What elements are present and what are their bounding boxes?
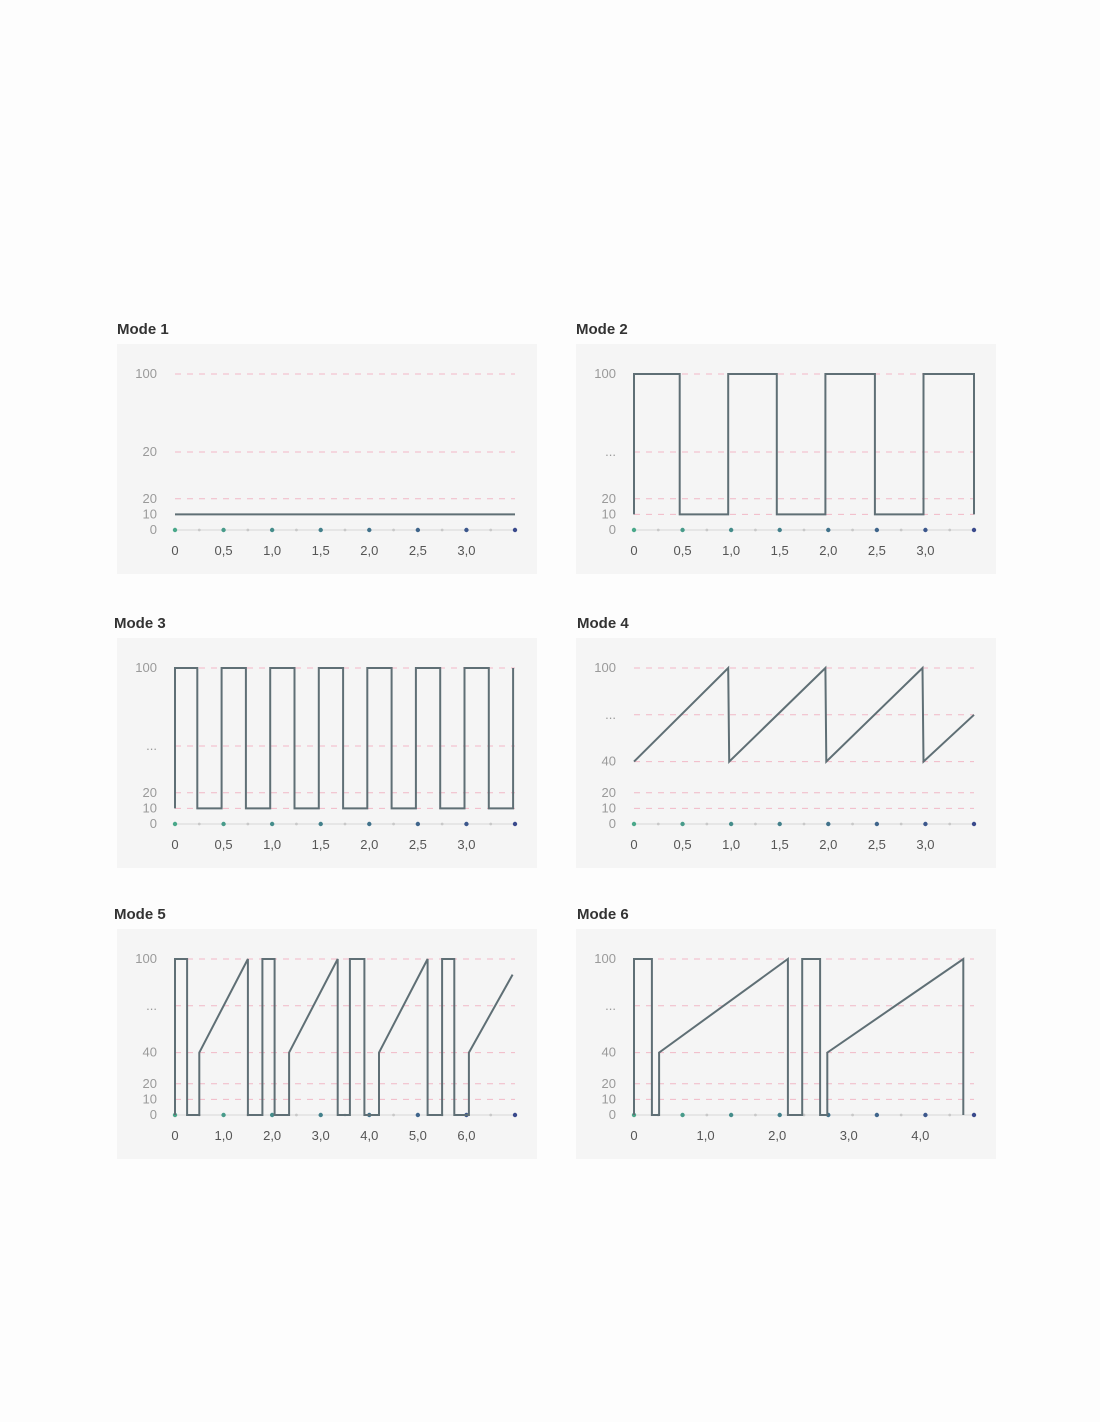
axis-dot: [680, 1113, 684, 1117]
axis-dot: [923, 822, 927, 826]
axis-dot: [826, 822, 830, 826]
y-tick-label: ...: [146, 738, 157, 753]
axis-dot: [319, 1113, 323, 1117]
axis-dot: [632, 822, 636, 826]
x-tick-label: 5,0: [408, 1128, 427, 1143]
axis-dot: [392, 823, 395, 826]
axis-dot: [948, 823, 951, 826]
mode-1-panel: [117, 318, 537, 574]
axis-dot: [923, 1113, 927, 1117]
axis-dot: [851, 529, 854, 532]
axis-dot: [441, 529, 444, 532]
axis-dot: [900, 823, 903, 826]
axis-dot: [513, 1113, 517, 1117]
x-tick-label: 0: [171, 1128, 179, 1143]
y-tick-label: 0: [608, 522, 616, 537]
x-tick-label: 2,0: [819, 837, 838, 852]
axis-dot: [778, 822, 782, 826]
axis-dot: [754, 823, 757, 826]
x-tick-label: 3,0: [457, 837, 476, 852]
axis-dot: [851, 1114, 854, 1117]
mode-2-panel: [576, 318, 996, 574]
y-tick-label: 0: [149, 816, 157, 831]
x-tick-label: 1,0: [263, 543, 282, 558]
axis-dot: [416, 822, 420, 826]
x-tick-label: 3,0: [457, 543, 476, 558]
axis-dot: [754, 1114, 757, 1117]
x-tick-label: 2,0: [360, 837, 379, 852]
series-line: [634, 959, 963, 1115]
axis-dot: [344, 529, 347, 532]
y-tick-label: 20: [142, 444, 157, 459]
y-tick-label: 40: [601, 1044, 616, 1060]
axis-dot: [705, 529, 708, 532]
axis-dot: [680, 822, 684, 826]
y-tick-label: 20: [601, 490, 616, 506]
axis-dot: [754, 529, 757, 532]
axis-dot: [464, 822, 468, 826]
chart-title: Mode 3: [114, 615, 166, 632]
axis-dot: [295, 1114, 298, 1117]
x-tick-label: 0,5: [214, 543, 233, 558]
mode-1-chart: [117, 344, 537, 574]
mode-2-chart: [576, 344, 996, 574]
axis-dot: [803, 823, 806, 826]
axis-dot: [657, 529, 660, 532]
axis-dot: [923, 528, 927, 532]
y-tick-label: ...: [605, 444, 616, 459]
axis-dot: [778, 528, 782, 532]
axis-dot: [270, 822, 274, 826]
axis-dot: [416, 528, 420, 532]
axis-dot: [319, 528, 323, 532]
axis-dot: [246, 529, 249, 532]
x-tick-label: 4,0: [911, 1128, 930, 1143]
axis-dot: [513, 528, 517, 532]
x-tick-label: 3,0: [916, 543, 935, 558]
axis-dot: [729, 528, 733, 532]
x-tick-label: 1,5: [770, 543, 789, 558]
axis-dot: [705, 1114, 708, 1117]
axis-dot: [367, 822, 371, 826]
x-tick-label: 1,0: [214, 1128, 233, 1143]
x-tick-label: 0,5: [673, 543, 692, 558]
x-tick-label: 0: [630, 1128, 638, 1143]
axis-dot: [198, 823, 201, 826]
axis-dot: [513, 822, 517, 826]
x-tick-label: 2,5: [408, 543, 427, 558]
y-tick-label: 20: [142, 1075, 157, 1091]
x-tick-label: 1,0: [722, 543, 741, 558]
x-tick-label: 0,5: [214, 837, 233, 852]
axis-dot: [489, 823, 492, 826]
chart-title: Mode 6: [577, 906, 629, 923]
axis-dot: [875, 822, 879, 826]
axis-dot: [416, 1113, 420, 1117]
axis-dot: [875, 528, 879, 532]
axis-dot: [319, 822, 323, 826]
axis-dot: [900, 1114, 903, 1117]
x-tick-label: 3,0: [916, 837, 935, 852]
x-tick-label: 0,5: [673, 837, 692, 852]
axis-dot: [295, 529, 298, 532]
y-tick-label: 10: [142, 1091, 157, 1107]
x-tick-label: 3,0: [311, 1128, 330, 1143]
x-tick-label: 0: [171, 837, 179, 852]
axis-dot: [826, 528, 830, 532]
y-tick-label: 100: [135, 660, 157, 675]
axis-dot: [632, 528, 636, 532]
x-tick-label: 2,0: [819, 543, 838, 558]
axis-dot: [270, 528, 274, 532]
x-tick-label: 2,5: [867, 543, 886, 558]
y-tick-label: 20: [601, 1075, 616, 1091]
x-tick-label: 1,0: [263, 837, 282, 852]
axis-dot: [657, 823, 660, 826]
y-tick-label: 10: [142, 800, 157, 816]
x-tick-label: 0: [630, 837, 638, 852]
y-tick-label: ...: [605, 706, 616, 722]
y-tick-label: 100: [135, 951, 157, 966]
x-tick-label: 6,0: [457, 1128, 476, 1143]
axis-dot: [948, 1114, 951, 1117]
y-tick-label: 40: [601, 753, 616, 769]
y-tick-label: 0: [608, 816, 616, 831]
y-tick-label: 20: [142, 490, 157, 506]
axis-dot: [489, 1114, 492, 1117]
x-tick-label: 3,0: [839, 1128, 858, 1143]
series-line: [634, 374, 974, 514]
y-tick-label: 0: [149, 1107, 157, 1122]
axis-dot: [948, 529, 951, 532]
series-line: [175, 959, 513, 1115]
y-tick-label: 10: [601, 506, 616, 522]
axis-dot: [295, 823, 298, 826]
y-tick-label: 100: [594, 366, 616, 381]
axis-dot: [464, 528, 468, 532]
mode-4-panel: [577, 612, 997, 868]
y-tick-label: 10: [601, 1091, 616, 1107]
y-tick-label: ...: [605, 997, 616, 1013]
y-tick-label: 100: [594, 951, 616, 966]
axis-dot: [900, 529, 903, 532]
axis-dot: [803, 529, 806, 532]
x-tick-label: 2,5: [867, 837, 886, 852]
x-tick-label: 1,5: [311, 543, 330, 558]
y-tick-label: 0: [149, 522, 157, 537]
axis-dot: [972, 528, 976, 532]
y-tick-label: 0: [608, 1107, 616, 1122]
y-tick-label: 100: [594, 660, 616, 675]
chart-title: Mode 2: [576, 321, 628, 338]
axis-dot: [729, 822, 733, 826]
axis-dot: [392, 1114, 395, 1117]
chart-title: Mode 1: [117, 321, 169, 338]
axis-dot: [221, 1113, 225, 1117]
x-tick-label: 1,5: [770, 837, 789, 852]
y-tick-label: 20: [142, 784, 157, 800]
axis-dot: [851, 823, 854, 826]
y-tick-label: 40: [142, 1044, 157, 1060]
x-tick-label: 0: [171, 543, 179, 558]
x-tick-label: 2,5: [408, 837, 427, 852]
axis-dot: [198, 529, 201, 532]
mode-5-chart: [117, 929, 537, 1159]
y-tick-label: ...: [146, 997, 157, 1013]
axis-dot: [972, 1113, 976, 1117]
axis-dot: [173, 822, 177, 826]
y-tick-label: 100: [135, 366, 157, 381]
axis-dot: [972, 822, 976, 826]
x-tick-label: 0: [630, 543, 638, 558]
mode-4-chart: [576, 638, 996, 868]
axis-dot: [680, 528, 684, 532]
mode-6-chart: [576, 929, 996, 1159]
axis-dot: [778, 1113, 782, 1117]
axis-dot: [221, 528, 225, 532]
axis-dot: [489, 529, 492, 532]
axis-dot: [173, 528, 177, 532]
axis-dot: [705, 823, 708, 826]
x-tick-label: 2,0: [768, 1128, 787, 1143]
axis-dot: [441, 823, 444, 826]
x-tick-label: 1,0: [696, 1128, 715, 1143]
mode-6-panel: [577, 903, 997, 1159]
x-tick-label: 1,0: [722, 837, 741, 852]
chart-title: Mode 5: [114, 906, 166, 923]
x-tick-label: 1,5: [311, 837, 330, 852]
axis-dot: [729, 1113, 733, 1117]
mode-3-panel: [114, 612, 534, 868]
axis-dot: [875, 1113, 879, 1117]
axis-dot: [392, 529, 395, 532]
y-tick-label: 10: [142, 506, 157, 522]
axis-dot: [246, 823, 249, 826]
y-tick-label: 10: [601, 800, 616, 816]
x-tick-label: 4,0: [360, 1128, 379, 1143]
chart-title: Mode 4: [577, 615, 629, 632]
mode-5-panel: [114, 903, 534, 1159]
axis-dot: [221, 822, 225, 826]
x-tick-label: 2,0: [263, 1128, 282, 1143]
y-tick-label: 20: [601, 784, 616, 800]
series-line: [175, 668, 513, 808]
axis-dot: [367, 528, 371, 532]
x-tick-label: 2,0: [360, 543, 379, 558]
mode-3-chart: [117, 638, 537, 868]
axis-dot: [344, 823, 347, 826]
